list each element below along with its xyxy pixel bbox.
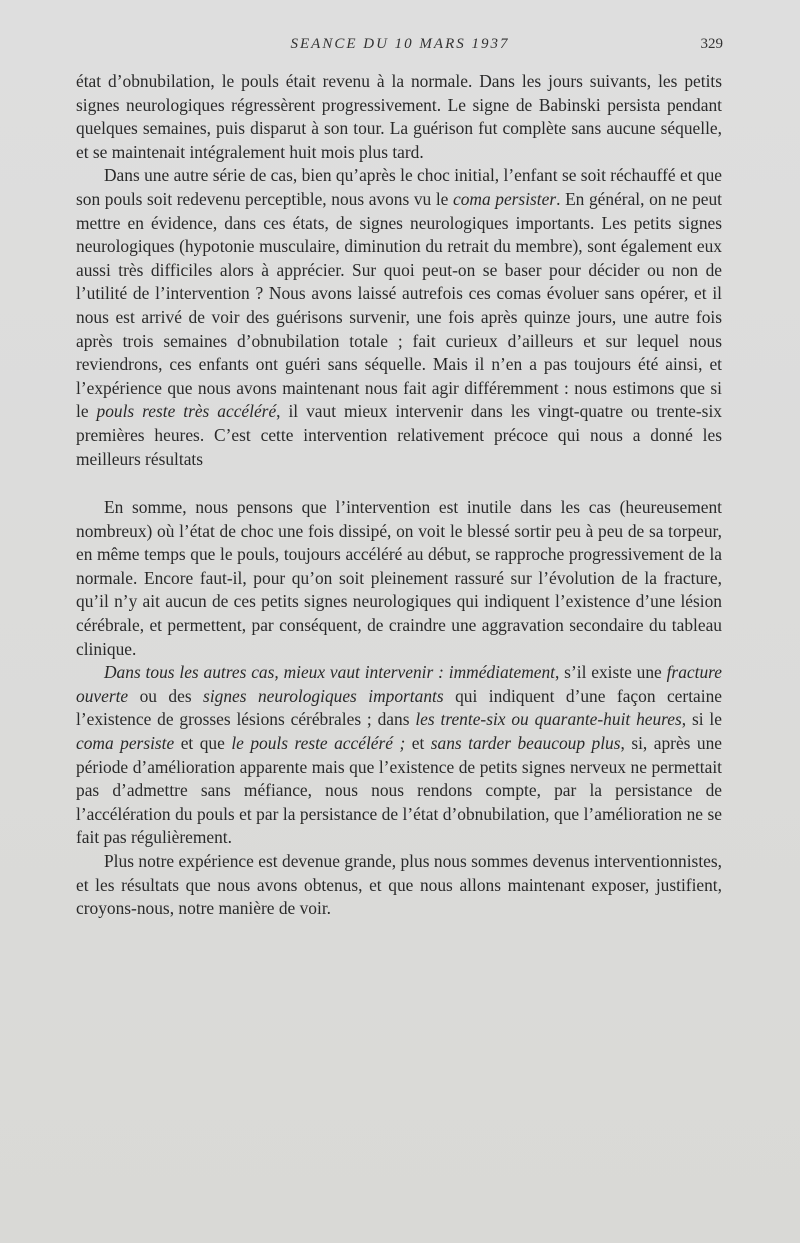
paragraph-4-part-j: et que xyxy=(174,733,232,754)
emphasis-trente-six: les trente-six ou quarante-huit heures xyxy=(415,709,682,730)
page-header xyxy=(0,36,800,60)
body-text xyxy=(76,70,722,921)
paragraph-1: état d’obnubilation, le pouls était revenu à la normale. Dans les jours suivants, les petits signes neurologiques régressèrent progressivement. Le signe de Babinski persista pendant quelques semaines, puis disparut à son tour. La guérison fut complète sans aucune séquelle, et se maintenait intégralement huit mois plus tard. xyxy=(76,71,722,162)
running-title: SEANCE DU 10 MARS 1937 xyxy=(290,36,510,52)
paragraph-4-part-d: ou des xyxy=(128,685,204,706)
emphasis-pouls-accelere: le pouls reste accéléré ; xyxy=(231,733,406,754)
emphasis-pouls-reste: pouls reste très accéléré xyxy=(96,401,277,422)
paragraph-2-part-e: , il vaut mieux intervenir dans les vingt-quatre ou trente-six premières heures. C’est cette intervention relativement précoce qui nous a donné les meilleurs résultats xyxy=(76,401,722,469)
paragraph-2 xyxy=(76,164,722,471)
paragraph-gap xyxy=(76,471,722,496)
page-number: 329 xyxy=(700,36,723,52)
paragraph-4-part-n: , si, après une période d’amélioration apparente mais que l’existence de petits signes nerveux ne permettait pas d’admettre sans méfiance, nous nous rendons compte, par la persistance de l’accélération du pouls et par la persistance de l’état d’obnubilation, que l’amélioration ne se fait pas régulièrement. xyxy=(76,733,723,848)
paragraph-4-part-b: , s’il existe une xyxy=(555,662,667,683)
emphasis-coma-persiste: coma persiste xyxy=(76,733,175,754)
emphasis-signes-neurologiques: signes neurologiques importants xyxy=(203,685,444,706)
paragraph-4-part-l: et xyxy=(405,733,431,754)
paragraph-4-part-f: qui indiquent d’une façon certaine l’existence de grosses lésions cérébrales ; dans xyxy=(76,685,722,730)
emphasis-fracture-ouverte: fracture ouverte xyxy=(76,662,722,706)
paragraph-3: En somme, nous pensons que l’intervention est inutile dans les cas (heureusement nombreux) où l’état de choc une fois dissipé, on voit le blessé sortir peu à peu de sa torpeur, en même temps que le pouls, toujours accéléré au début, se rapproche progressivement de la normale. Encore faut-il, pour qu’on soit pleinement rassuré sur l’évolution de la fracture, qu’il n’y ait aucun de ces petits signes neurologiques qui indiquent l’existence d’une lésion cérébrale, et permettent, par conséquent, de craindre une aggravation secondaire du tableau clinique. xyxy=(76,497,722,659)
paragraph-2-part-c: . En général, on ne peut mettre en évidence, dans ces états, de signes neurologiques importants. Les petits signes neurologiques (hypotonie musculaire, diminution du retrait du membre), sont également eux aussi très difficiles alors à apprécier. Sur quoi peut-on se baser pour décider ou non de l’utilité de l’intervention ? Nous avons laissé autrefois ces comas évoluer sans opérer, et il nous est arrivé de voir des guérisons survenir, une fois après quinze jours, une autre fois après trois semaines d’obnubilation totale ; fait curieux d’ailleurs et sur lequel nous reviendrons, ces enfants ont guéri sans séquelle. Mais il n’en a pas toujours été ainsi, et l’expérience que nous avons maintenant nous fait agir différemment : nous estimons que si le xyxy=(76,188,723,422)
paragraph-5: Plus notre expérience est devenue grande, plus nous sommes devenus interventionnistes, et les résultats que nous avons obtenus, et que nous allons maintenant exposer, justifient, croyons-nous, notre manière de voir. xyxy=(76,851,722,919)
paragraph-2-part-a: Dans une autre série de cas, bien qu’après le choc initial, l’enfant se soit réchauffé et que son pouls soit redevenu perceptible, nous avons vu le xyxy=(76,165,722,209)
paragraph-4-part-h: , si le xyxy=(681,709,722,730)
paragraph-4 xyxy=(76,661,722,850)
emphasis-dans-tous: Dans tous les autres cas, mieux vaut intervenir : immédiatement xyxy=(104,662,555,683)
emphasis-coma-persister: coma persister xyxy=(452,188,557,209)
emphasis-sans-tarder: sans tarder beaucoup plus xyxy=(430,733,621,754)
